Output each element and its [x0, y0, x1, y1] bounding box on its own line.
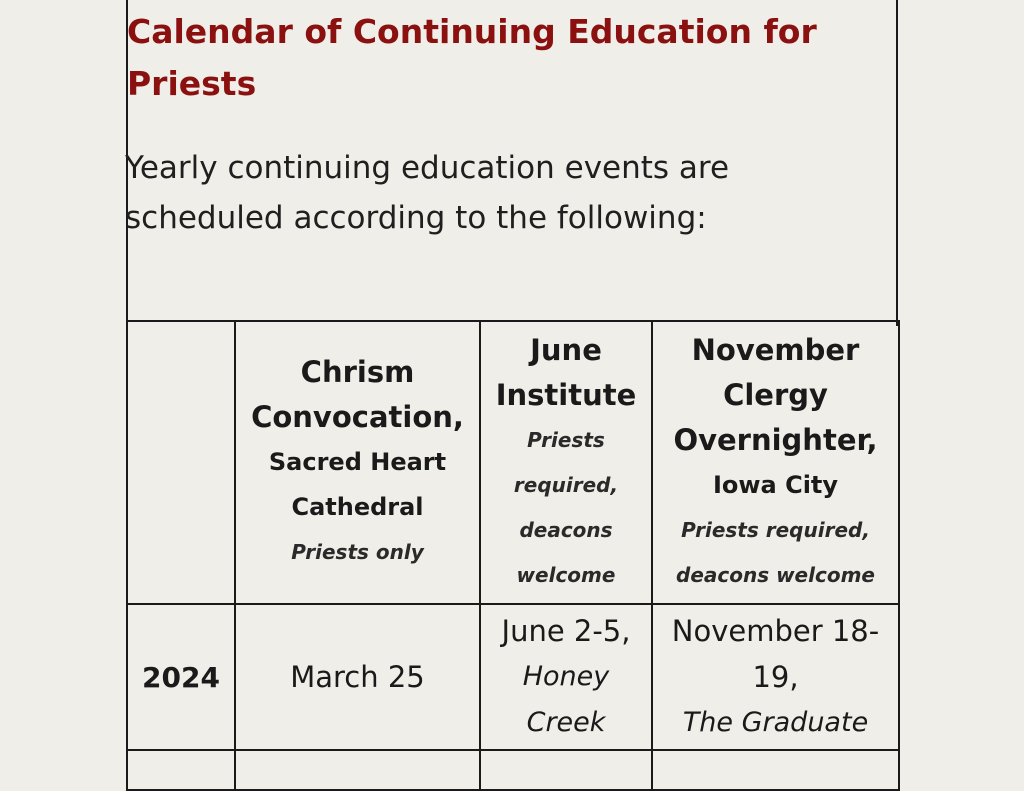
header-cell-november	[652, 321, 899, 604]
header-cell-june	[480, 321, 652, 604]
november-location: Iowa City	[712, 470, 839, 499]
november-dates: November 18-19,	[671, 614, 880, 694]
june-venue: Honey Creek	[522, 661, 610, 738]
table-cell	[235, 750, 480, 790]
table-cell	[480, 750, 652, 790]
intro-paragraph: Yearly continuing education events are scheduled according to the following:	[125, 150, 730, 236]
june-dates: June 2-5,	[501, 614, 631, 648]
november-note: Priests required, deacons welcome	[676, 517, 875, 587]
header-cell-year	[127, 321, 235, 604]
november-date-cell	[652, 604, 899, 750]
november-title: November Clergy Overnighter,	[673, 332, 878, 457]
year-cell: 2024	[127, 604, 235, 750]
june-date-cell	[480, 604, 652, 750]
schedule-table	[126, 320, 900, 791]
june-title: June Institute	[495, 332, 637, 412]
chrism-title: Chrism Convocation,	[251, 355, 464, 434]
chrism-date-cell: March 25	[235, 604, 480, 750]
chrism-note: Priests only	[291, 540, 424, 564]
table-row	[127, 750, 899, 790]
page-title: Calendar of Continuing Education for Priests	[127, 12, 817, 103]
table-cell	[127, 750, 235, 790]
june-note: Priests required, deacons welcome	[513, 427, 619, 587]
table-header-row	[127, 321, 899, 604]
table-row	[127, 604, 899, 750]
header-cell-chrism	[235, 321, 480, 604]
november-venue: The Graduate	[682, 707, 869, 738]
table-cell	[652, 750, 899, 790]
chrism-location: Sacred Heart Cathedral	[268, 448, 447, 521]
